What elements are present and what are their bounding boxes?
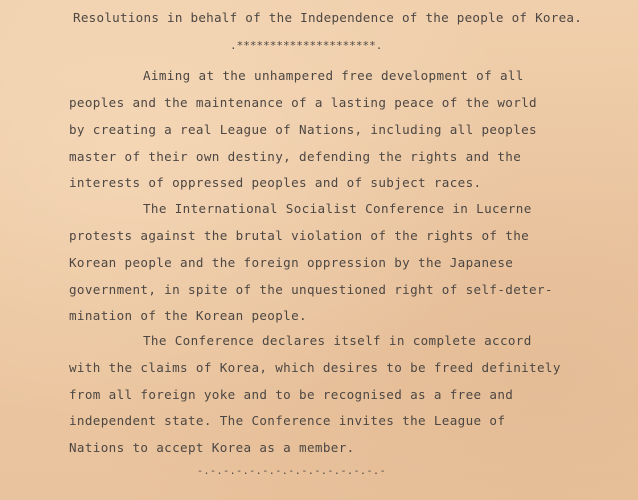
paragraph-line: master of their own destiny, defending the rights and the bbox=[69, 149, 522, 164]
paragraph-line: with the claims of Korea, which desires to be freed definitely bbox=[69, 360, 561, 375]
paragraph-line: Nations to accept Korea as a member. bbox=[69, 440, 355, 455]
paragraph-line: peoples and the maintenance of a lasting peace of the world bbox=[69, 95, 537, 110]
paragraph-line: Korean people and the foreign oppression by the Japanese bbox=[69, 255, 514, 270]
paragraph-line: by creating a real League of Nations, including all peoples bbox=[69, 122, 537, 137]
paragraph-line: protests against the brutal violation of the rights of the bbox=[69, 228, 530, 243]
paragraph-line: government, in spite of the unquestioned right of self-deter- bbox=[69, 282, 553, 297]
paragraph-line: mination of the Korean people. bbox=[69, 308, 307, 323]
paragraph-line: independent state. The Conference invites the League of bbox=[69, 413, 506, 428]
paragraph-line: The International Socialist Conference in Lucerne bbox=[143, 201, 532, 216]
paragraph-line: from all foreign yoke and to be recognised as a free and bbox=[69, 387, 514, 402]
closing-divider: -.-.-.-.-.-.-.-.-.-.-.-.-.-.- bbox=[197, 466, 387, 477]
title-ornament: .*********************. bbox=[230, 39, 383, 52]
paragraph-line: The Conference declares itself in complete accord bbox=[143, 333, 532, 348]
document-title: Resolutions in behalf of the Independence of the people of Korea. bbox=[73, 10, 583, 25]
paragraph-line: interests of oppressed peoples and of subject races. bbox=[69, 175, 482, 190]
paragraph-line: Aiming at the unhampered free development of all bbox=[143, 68, 524, 83]
